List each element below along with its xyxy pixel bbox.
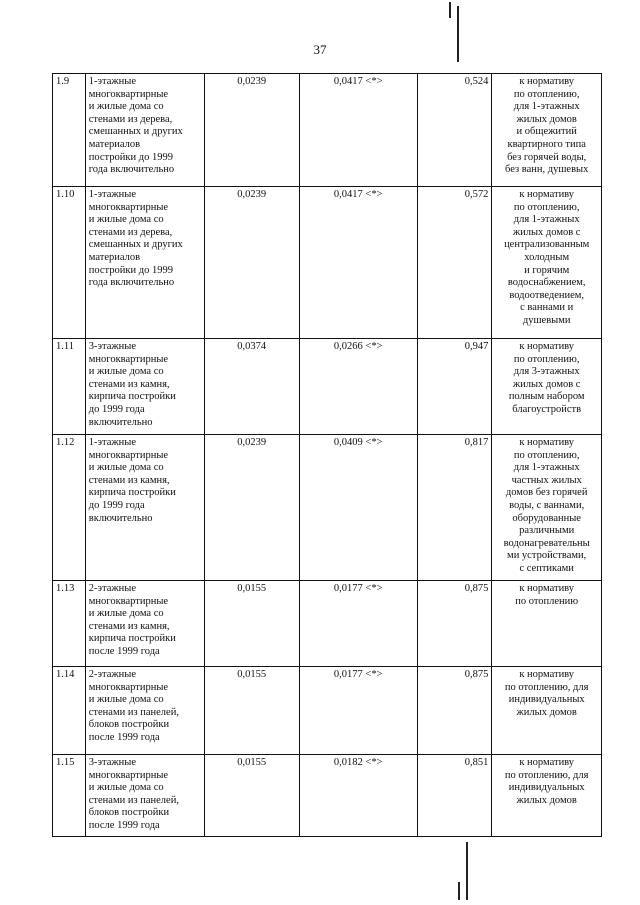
coefficient-cell: 0,947 [417, 339, 492, 435]
scan-artifact-line [457, 6, 459, 62]
note-cell: к нормативу по отоплению, для индивидуальных жилых домов [492, 755, 602, 837]
table-row [53, 667, 602, 755]
table-row [53, 755, 602, 837]
building-description: 1-этажные многоквартирные и жилые дома со стенами из дерева, смешанных и других материалов постройки до 1999 года включительно [85, 187, 204, 339]
value-cell: 0,0155 [204, 667, 299, 755]
row-number: 1.9 [53, 74, 86, 187]
row-number: 1.13 [53, 581, 86, 667]
note-cell: к нормативу по отоплению, для 1-этажных жилых домов с централизованным холодным и горячим водоснабжением, водоотведением, с ваннами и душевыми [492, 187, 602, 339]
row-number: 1.15 [53, 755, 86, 837]
row-number: 1.10 [53, 187, 86, 339]
value-cell: 0,0239 [204, 74, 299, 187]
building-description: 2-этажные многоквартирные и жилые дома со стенами из панелей, блоков постройки после 1999 года [85, 667, 204, 755]
table-row [53, 339, 602, 435]
value-cell: 0,0374 [204, 339, 299, 435]
row-number: 1.11 [53, 339, 86, 435]
value-cell: 0,0409 <*> [299, 435, 417, 581]
building-description: 3-этажные многоквартирные и жилые дома со стенами из камня, кирпича постройки до 1999 года включительно [85, 339, 204, 435]
value-cell: 0,0155 [204, 581, 299, 667]
note-cell: к нормативу по отоплению, для 1-этажных частных жилых домов без горячей воды, с ваннами, оборудованные различными водонагревательны ми устройствами, с септиками [492, 435, 602, 581]
scan-artifact-line [458, 882, 460, 900]
building-description: 3-этажные многоквартирные и жилые дома со стенами из панелей, блоков постройки после 1999 года [85, 755, 204, 837]
coefficient-cell: 0,524 [417, 74, 492, 187]
tariff-table [52, 73, 602, 837]
building-description: 1-этажные многоквартирные и жилые дома со стенами из камня, кирпича постройки до 1999 года включительно [85, 435, 204, 581]
coefficient-cell: 0,851 [417, 755, 492, 837]
value-cell: 0,0155 [204, 755, 299, 837]
value-cell: 0,0239 [204, 435, 299, 581]
table-row [53, 187, 602, 339]
value-cell: 0,0239 [204, 187, 299, 339]
note-cell: к нормативу по отоплению, для индивидуальных жилых домов [492, 667, 602, 755]
page-number: 37 [313, 42, 327, 57]
building-description: 2-этажные многоквартирные и жилые дома со стенами из камня, кирпича постройки после 1999 года [85, 581, 204, 667]
coefficient-cell: 0,572 [417, 187, 492, 339]
building-description: 1-этажные многоквартирные и жилые дома со стенами из дерева, смешанных и других материалов постройки до 1999 года включительно [85, 74, 204, 187]
value-cell: 0,0417 <*> [299, 187, 417, 339]
value-cell: 0,0266 <*> [299, 339, 417, 435]
row-number: 1.12 [53, 435, 86, 581]
scan-artifact-line [466, 842, 468, 900]
coefficient-cell: 0,875 [417, 581, 492, 667]
scan-artifact-line [449, 2, 451, 18]
note-cell: к нормативу по отоплению [492, 581, 602, 667]
coefficient-cell: 0,875 [417, 667, 492, 755]
row-number: 1.14 [53, 667, 86, 755]
table-row [53, 581, 602, 667]
value-cell: 0,0182 <*> [299, 755, 417, 837]
coefficient-cell: 0,817 [417, 435, 492, 581]
value-cell: 0,0177 <*> [299, 581, 417, 667]
note-cell: к нормативу по отоплению, для 1-этажных жилых домов и общежитий квартирного типа без горячей воды, без ванн, душевых [492, 74, 602, 187]
table-row [53, 74, 602, 187]
value-cell: 0,0417 <*> [299, 74, 417, 187]
value-cell: 0,0177 <*> [299, 667, 417, 755]
table-row [53, 435, 602, 581]
note-cell: к нормативу по отоплению, для 3-этажных жилых домов с полным набором благоустройств [492, 339, 602, 435]
